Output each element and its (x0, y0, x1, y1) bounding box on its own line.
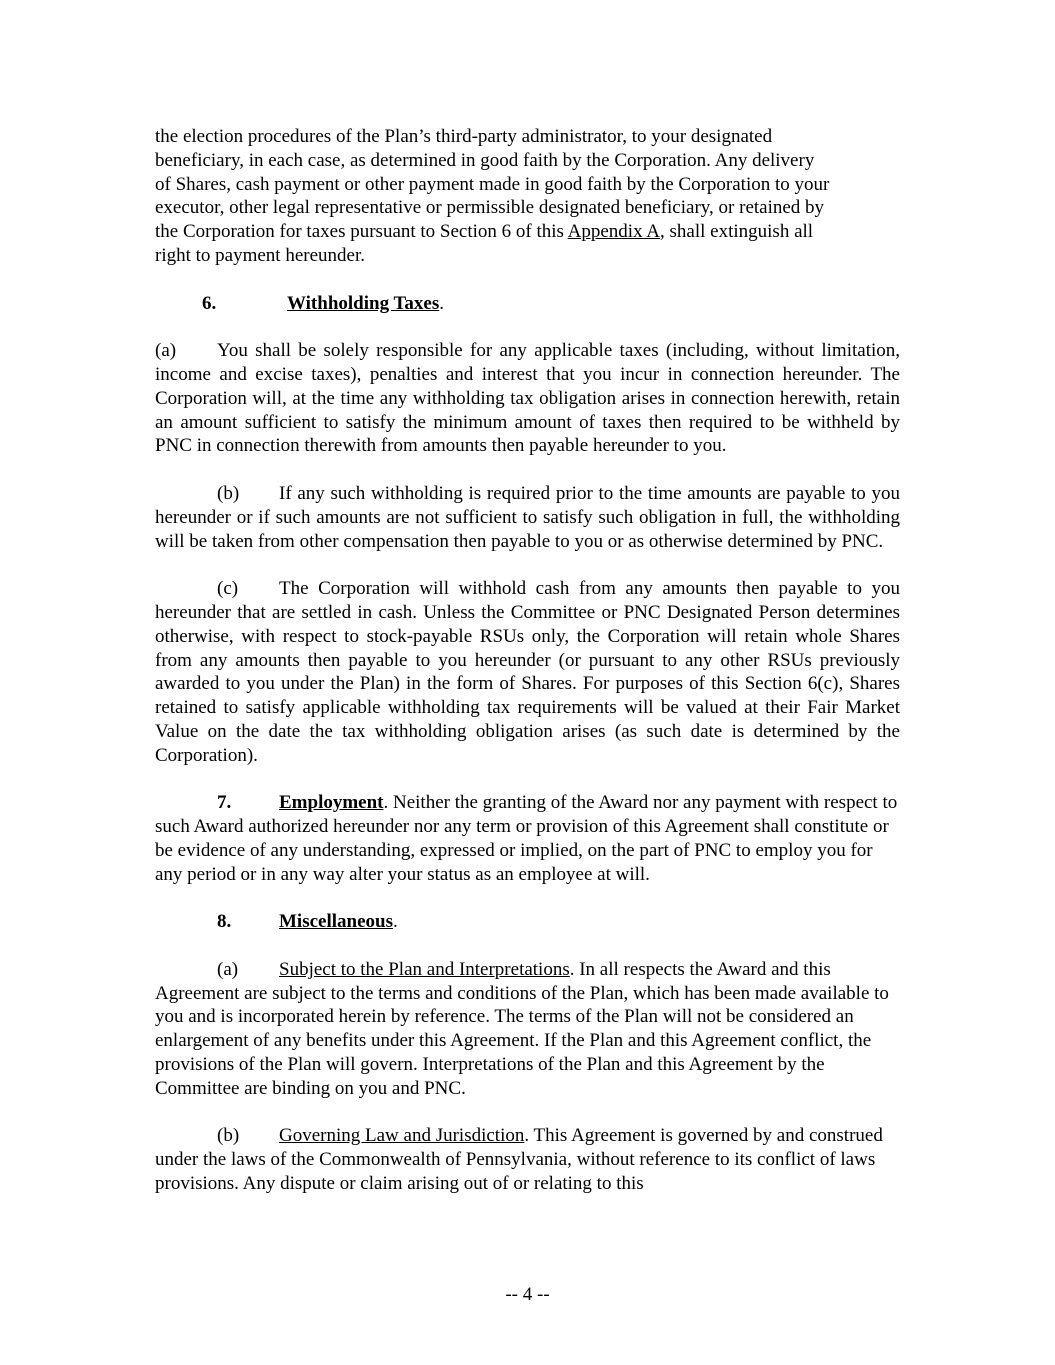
section-6a-text: You shall be solely responsible for any applicable taxes (including, without limitation, income and excise taxes), penalties and interest that you incur in connection hereunder. The Corporation will, at the time any withholding tax obligation arises in connection herewith, retain an amount sufficient to satisfy the minimum amount of taxes then required to be withheld by PNC in connection therewith from amounts then payable hereunder to you. (155, 340, 900, 457)
section-6c-paragraph (155, 577, 900, 767)
section-8b-label: (b) (217, 1125, 240, 1147)
section-8a-paragraph (155, 958, 900, 1101)
section-6a-paragraph (155, 339, 900, 458)
intro-line: of Shares, cash payment or other payment made in good faith by the Corporation to your (155, 173, 830, 195)
page-number: -- 4 -- (505, 1284, 550, 1305)
intro-line: executor, other legal representative or permissible designated beneficiary, or retained by (155, 197, 825, 219)
intro-line: beneficiary, in each case, as determined in good faith by the Corporation. Any delivery (155, 149, 815, 171)
section-6c-text: The Corporation will withhold cash from any amounts then payable to you hereunder that are settled in cash. Unless the Committee or PNC Designated Person determines otherwise, with respect to stock-payable RSUs only, the Corporation will retain whole Shares from any amounts then payable to you hereunder (or pursuant to any other RSUs previously awarded to you under the Plan) in the form of Shares. For purposes of this Section 6(c), Shares retained to satisfy applicable withholding tax requirements will be valued at their Fair Market Value on the date the tax withholding obligation arises (as such date is determined by the Corporation). (155, 578, 900, 766)
section-8a-text: . In all respects the Award and this Agreement are subject to the terms and conditions of the Plan, which has been made available to you and is incorporated herein by reference. The terms of the Plan will not be considered an enlargement of any benefits under this Agreement. If the Plan and this Agreement conflict, the provisions of the Plan will govern. Interpretations of the Plan and this Agreement by the Committee are binding on you and PNC. (155, 958, 889, 1099)
section-7-paragraph (155, 791, 900, 886)
section-6-title: Withholding Taxes (287, 292, 440, 314)
intro-text: , shall extinguish all (660, 221, 814, 243)
intro-paragraph (155, 125, 900, 268)
section-8-period: . (393, 911, 398, 933)
section-6-heading (155, 292, 900, 316)
section-7-title: Employment (279, 792, 384, 814)
document-page (155, 125, 900, 1196)
section-8b-text: . This Agreement is governed by and construed under the laws of the Commonwealth of Pennsylvania, without reference to its conflict of laws provisions. Any dispute or claim arising out of or relating to this (155, 1125, 883, 1195)
intro-text: the Corporation for taxes pursuant to Section 6 of this (155, 221, 568, 243)
appendix-a-reference: Appendix A (567, 221, 661, 243)
section-6b-paragraph (155, 482, 900, 553)
intro-line: the election procedures of the Plan’s third-party administrator, to your designated (155, 126, 773, 147)
section-7-number: 7. (217, 792, 232, 814)
intro-line: right to payment hereunder. (155, 244, 365, 266)
section-8-number: 8. (217, 911, 232, 933)
section-8b-paragraph (155, 1124, 900, 1195)
section-8a-label: (a) (217, 958, 239, 980)
section-6-period: . (439, 292, 445, 314)
section-7-text: . Neither the granting of the Award nor any payment with respect to such Award authorized hereunder nor any term or provision of this Agreement shall constitute or be evidence of any understanding, expressed or implied, on the part of PNC to employ you for any period or in any way alter your status as an employee at will. (155, 792, 898, 885)
section-6b-text: If any such withholding is required prior to the time amounts are payable to you hereunder or if such amounts are not sufficient to satisfy such obligation in full, the withholding will be taken from other compensation then payable to you or as otherwise determined by PNC. (155, 482, 900, 552)
section-6b-label: (b) (217, 482, 240, 504)
intro-line (155, 220, 900, 244)
section-8a-heading: Subject to the Plan and Interpretations (279, 958, 570, 980)
section-8-heading (155, 910, 900, 934)
section-6a-label: (a) (155, 340, 177, 362)
section-6-number: 6. (202, 292, 217, 314)
section-6c-label: (c) (217, 578, 239, 600)
section-8b-heading: Governing Law and Jurisdiction (279, 1125, 525, 1147)
section-8-title: Miscellaneous (279, 911, 393, 933)
